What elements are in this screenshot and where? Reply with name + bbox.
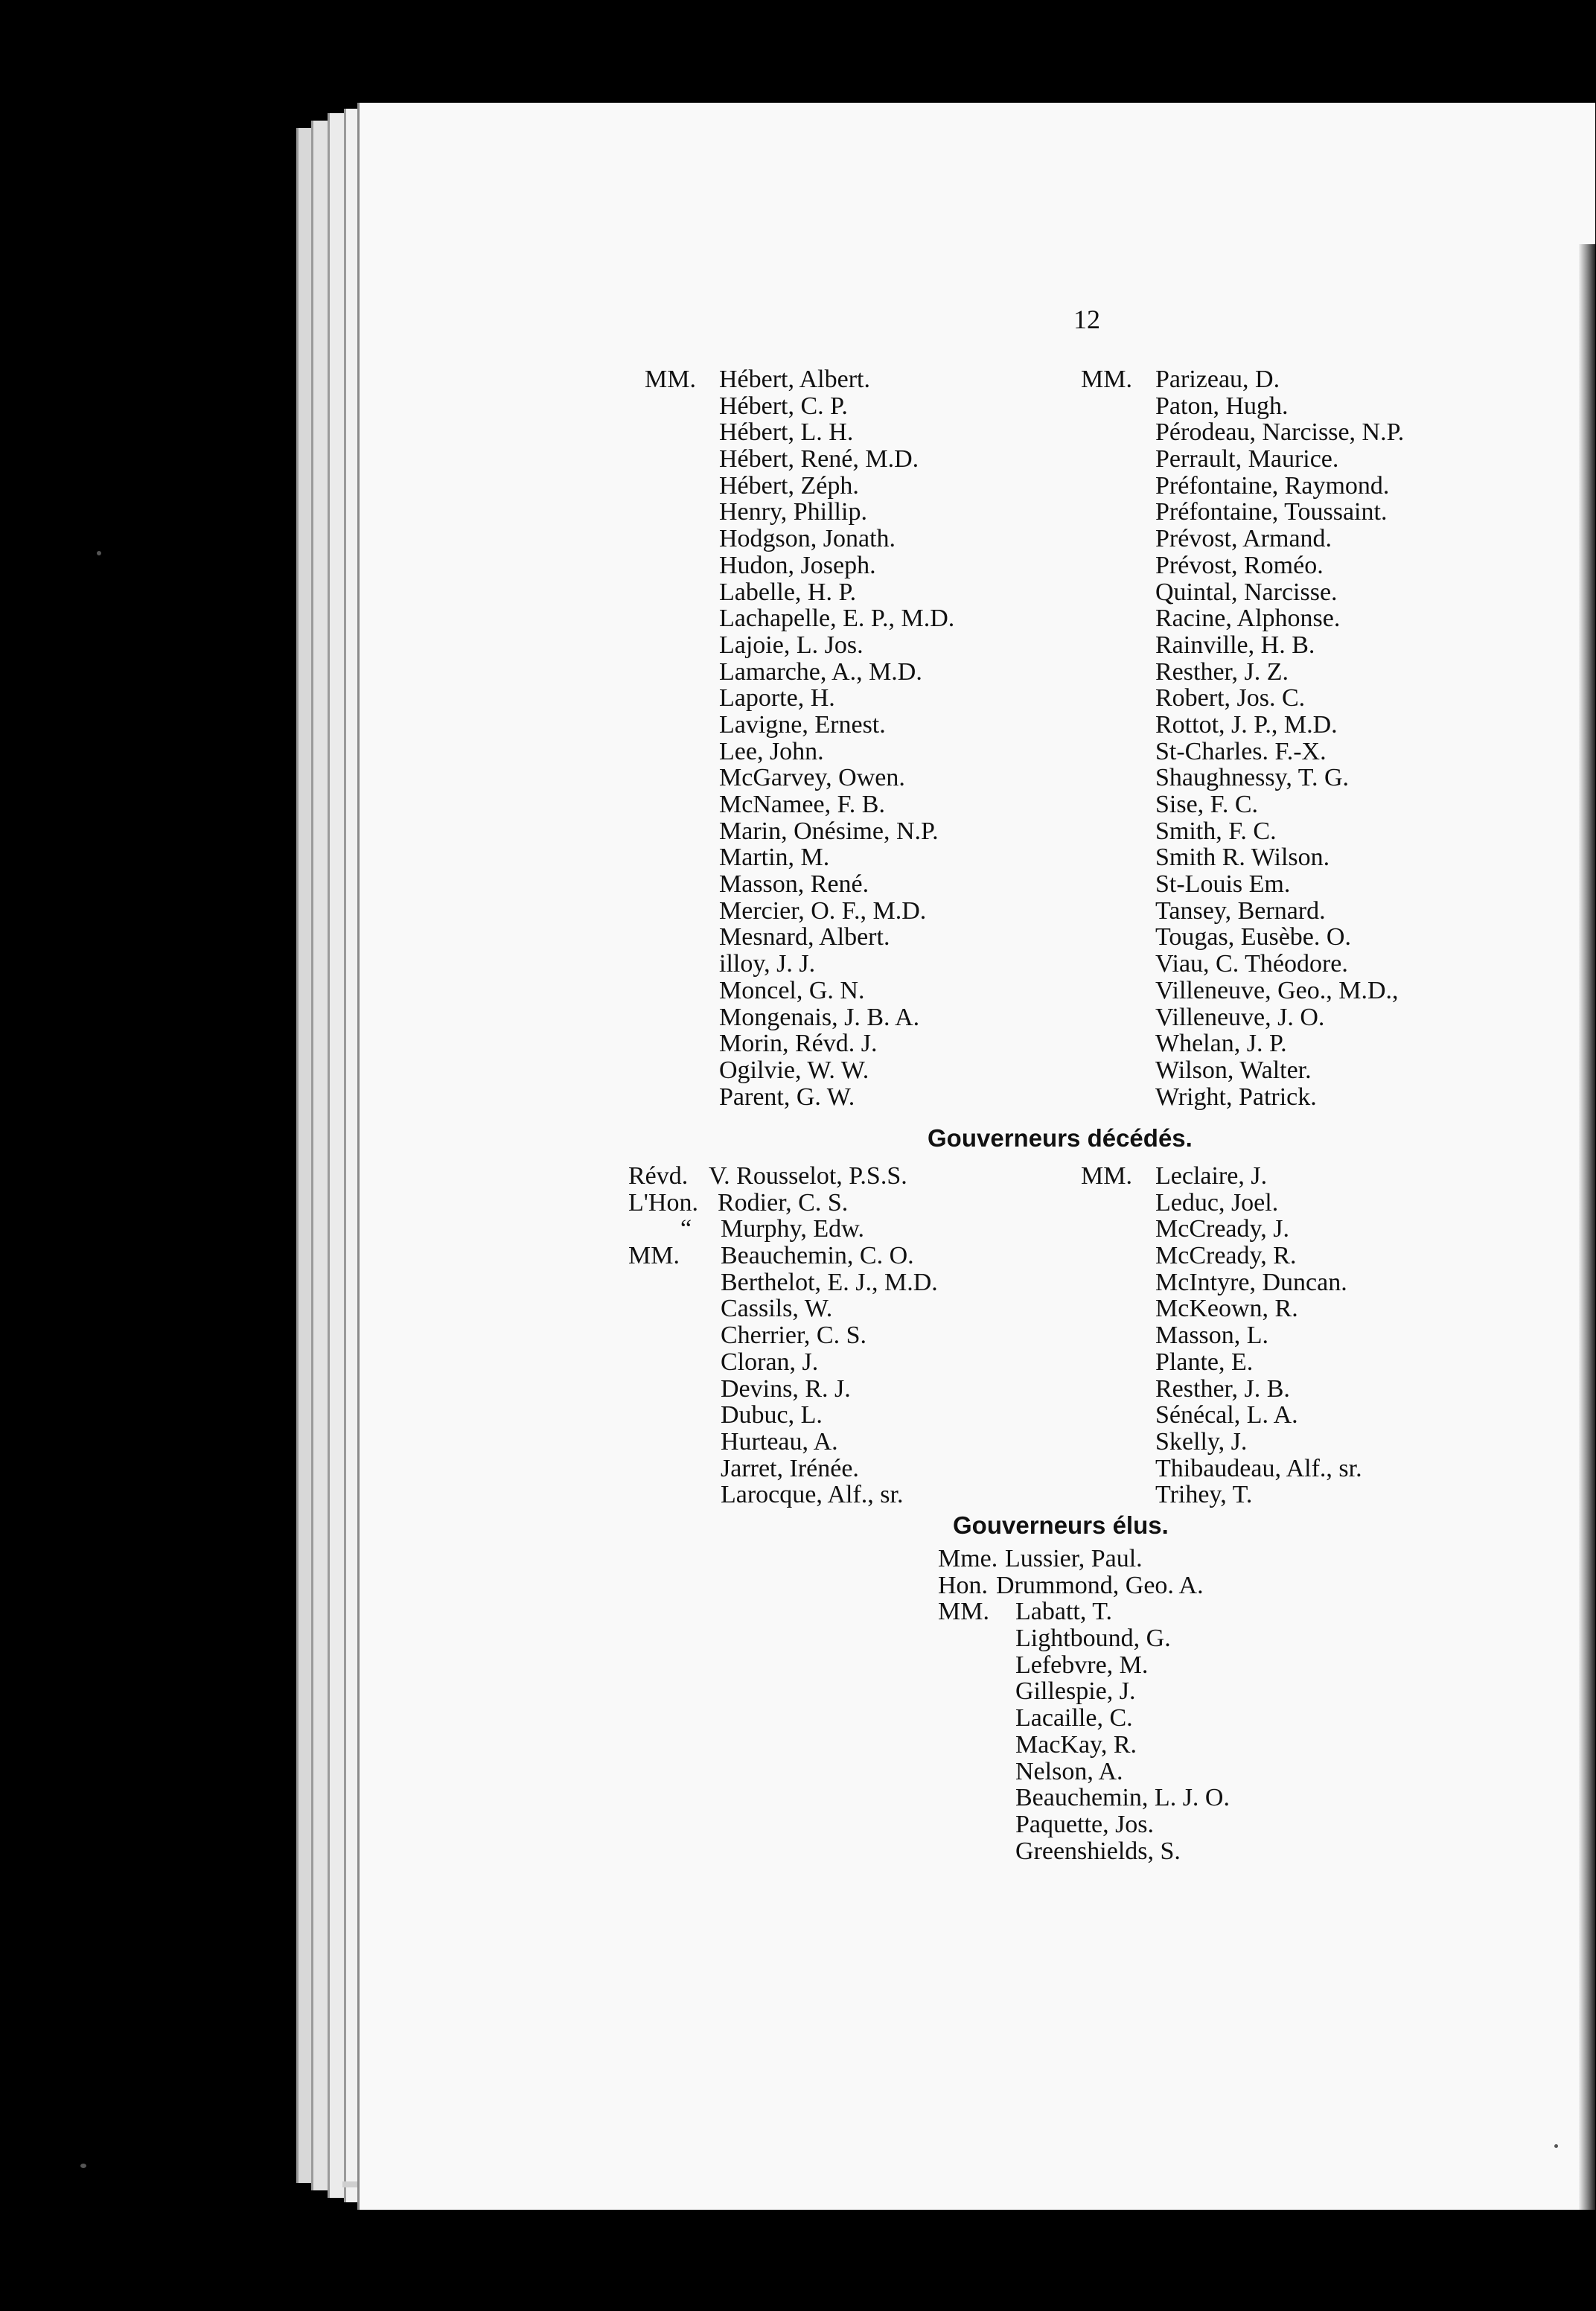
list-item	[938, 1678, 1385, 1705]
person-name: Hébert, Albert.	[719, 366, 870, 393]
list-item	[1081, 685, 1498, 712]
list-item	[1081, 1456, 1498, 1482]
list-item	[1081, 898, 1498, 925]
list-item	[628, 1429, 1045, 1456]
person-name: Smith R. Wilson.	[1155, 844, 1330, 872]
list-item	[1081, 1030, 1498, 1057]
dust-speck	[80, 2164, 86, 2168]
list-item	[645, 1057, 1062, 1084]
list-item	[1081, 393, 1498, 420]
list-item	[1081, 1349, 1498, 1376]
person-name: Hébert, C. P.	[719, 392, 848, 420]
person-name: Cassils, W.	[721, 1295, 833, 1323]
list-item	[628, 1216, 1045, 1243]
list-item	[938, 1625, 1385, 1652]
person-name: Cloran, J.	[721, 1348, 819, 1376]
list-item	[1081, 765, 1498, 791]
deceased-list-left	[628, 1163, 1045, 1508]
person-name: Masson, L.	[1155, 1322, 1269, 1350]
person-name: Tougas, Eusèbe. O.	[1155, 923, 1351, 952]
list-item	[1081, 579, 1498, 606]
person-name: Lightbound, G.	[1015, 1625, 1171, 1653]
honorific-prefix: MM.	[938, 1598, 989, 1626]
list-item	[645, 473, 1062, 500]
person-name: Dubuc, L.	[721, 1401, 823, 1429]
list-item	[1081, 978, 1498, 1004]
list-item	[938, 1572, 1385, 1599]
honorific-prefix: MM.	[1081, 366, 1132, 393]
list-item	[628, 1190, 1045, 1217]
person-name: Gillespie, J.	[1015, 1677, 1136, 1706]
list-item	[1081, 871, 1498, 898]
person-name: Labelle, H. P.	[719, 578, 857, 606]
list-item	[1081, 791, 1498, 818]
list-item	[645, 632, 1062, 659]
person-name: Morin, Révd. J.	[719, 1030, 878, 1058]
person-name: Marin, Onésime, N.P.	[719, 817, 939, 845]
person-name: illoy, J. J.	[719, 950, 816, 978]
person-name: Wright, Patrick.	[1155, 1083, 1317, 1111]
person-name: Leclaire, J.	[1155, 1162, 1268, 1190]
person-name: Viau, C. Théodore.	[1155, 950, 1348, 978]
person-name: Whelan, J. P.	[1155, 1030, 1287, 1058]
list-item	[645, 685, 1062, 712]
person-name: Laporte, H.	[719, 684, 835, 713]
person-name: Wilson, Walter.	[1155, 1056, 1312, 1084]
list-item	[1081, 712, 1498, 739]
person-name: Hébert, Zéph.	[719, 471, 859, 500]
list-item	[645, 659, 1062, 686]
list-item	[645, 1004, 1062, 1031]
person-name: Masson, René.	[719, 870, 869, 899]
list-item	[1081, 818, 1498, 845]
list-item	[628, 1269, 1045, 1296]
person-name: Martin, M.	[719, 844, 830, 872]
list-item	[1081, 552, 1498, 579]
list-item	[645, 818, 1062, 845]
person-name: Lajoie, L. Jos.	[719, 631, 864, 659]
list-item	[938, 1838, 1385, 1865]
list-item	[938, 1785, 1385, 1811]
honorific-prefix: MM.	[628, 1242, 680, 1270]
list-item	[645, 446, 1062, 473]
person-name: Leduc, Joel.	[1155, 1188, 1279, 1217]
person-name: Larocque, Alf., sr.	[721, 1481, 904, 1509]
list-item	[1081, 1429, 1498, 1456]
person-name: Préfontaine, Raymond.	[1155, 471, 1390, 500]
person-name: Paton, Hugh.	[1155, 392, 1289, 420]
person-name: Lussier, Paul.	[1005, 1545, 1143, 1572]
person-name: Lefebvre, M.	[1015, 1651, 1149, 1679]
honorific-prefix: MM.	[1081, 1162, 1132, 1190]
honorific-prefix: L'Hon.	[628, 1188, 698, 1217]
list-item	[1081, 446, 1498, 473]
person-name: McCready, J.	[1155, 1215, 1290, 1243]
honorific-prefix: Mme.	[938, 1545, 998, 1572]
person-name: Lavigne, Ernest.	[719, 710, 886, 739]
person-name: Lacaille, C.	[1015, 1704, 1133, 1733]
list-item	[938, 1759, 1385, 1785]
list-item	[1081, 1004, 1498, 1031]
list-item	[1081, 1269, 1498, 1296]
person-name: Hodgson, Jonath.	[719, 525, 896, 553]
person-name: Parent, G. W.	[719, 1083, 855, 1111]
list-item	[628, 1163, 1045, 1190]
list-item	[645, 419, 1062, 446]
person-name: Nelson, A.	[1015, 1757, 1123, 1785]
elected-list	[938, 1546, 1385, 1864]
person-name: Skelly, J.	[1155, 1427, 1248, 1456]
person-name: Prévost, Roméo.	[1155, 551, 1324, 579]
person-name: Henry, Phillip.	[719, 498, 867, 526]
list-item	[938, 1598, 1385, 1625]
person-name: Pérodeau, Narcisse, N.P.	[1155, 418, 1405, 447]
person-name: Labatt, T.	[1015, 1598, 1112, 1626]
list-item	[1081, 1402, 1498, 1429]
honorific-prefix: “	[680, 1215, 692, 1243]
list-item	[645, 366, 1062, 393]
governors-list-right	[1081, 366, 1498, 1110]
person-name: V. Rousselot, P.S.S.	[709, 1162, 907, 1190]
list-item	[645, 579, 1062, 606]
list-item	[938, 1811, 1385, 1838]
list-item	[1081, 526, 1498, 552]
person-name: Drummond, Geo. A.	[996, 1571, 1204, 1599]
list-item	[1081, 1482, 1498, 1508]
list-item	[1081, 1163, 1498, 1190]
list-item	[628, 1349, 1045, 1376]
list-item	[628, 1322, 1045, 1349]
list-item	[1081, 1376, 1498, 1403]
person-name: Lamarche, A., M.D.	[719, 657, 922, 686]
section-heading-elected: Gouverneurs élus.	[953, 1511, 1169, 1539]
list-item	[628, 1482, 1045, 1508]
list-item	[645, 844, 1062, 871]
list-item	[1081, 366, 1498, 393]
list-item	[645, 526, 1062, 552]
person-name: Hébert, L. H.	[719, 418, 854, 447]
person-name: Sise, F. C.	[1155, 791, 1259, 818]
list-item	[645, 739, 1062, 765]
list-item	[645, 552, 1062, 579]
list-item	[1081, 605, 1498, 632]
person-name: Rottot, J. P., M.D.	[1155, 710, 1338, 739]
list-item	[1081, 1216, 1498, 1243]
person-name: Villeneuve, J. O.	[1155, 1003, 1325, 1031]
list-item	[1081, 473, 1498, 500]
person-name: Rodier, C. S.	[718, 1188, 849, 1217]
person-name: Perrault, Maurice.	[1155, 445, 1339, 474]
person-name: Trihey, T.	[1155, 1481, 1253, 1509]
person-name: Robert, Jos. C.	[1155, 684, 1306, 713]
person-name: Greenshields, S.	[1015, 1837, 1181, 1865]
list-item	[645, 1030, 1062, 1057]
person-name: Devins, R. J.	[721, 1374, 851, 1403]
person-name: Beauchemin, L. J. O.	[1015, 1784, 1230, 1812]
person-name: Ogilvie, W. W.	[719, 1056, 869, 1084]
list-item	[645, 898, 1062, 925]
person-name: MacKay, R.	[1015, 1730, 1137, 1759]
person-name: Thibaudeau, Alf., sr.	[1155, 1454, 1362, 1482]
list-item	[938, 1652, 1385, 1679]
person-name: Parizeau, D.	[1155, 366, 1280, 393]
list-item	[645, 712, 1062, 739]
person-name: Mercier, O. F., M.D.	[719, 896, 927, 925]
list-item	[628, 1456, 1045, 1482]
person-name: McCready, R.	[1155, 1242, 1297, 1270]
person-name: Jarret, Irénée.	[721, 1454, 859, 1482]
list-item	[1081, 419, 1498, 446]
person-name: St-Charles. F.-X.	[1155, 737, 1327, 765]
list-item	[1081, 924, 1498, 951]
person-name: Plante, E.	[1155, 1348, 1254, 1376]
list-item	[645, 978, 1062, 1004]
person-name: Paquette, Jos.	[1015, 1810, 1155, 1838]
person-name: Resther, J. B.	[1155, 1374, 1290, 1403]
person-name: Hurteau, A.	[721, 1427, 838, 1456]
person-name: Murphy, Edw.	[721, 1215, 864, 1243]
list-item	[1081, 739, 1498, 765]
list-item	[628, 1376, 1045, 1403]
person-name: Hébert, René, M.D.	[719, 445, 919, 474]
list-item	[645, 605, 1062, 632]
person-name: Lee, John.	[719, 737, 824, 765]
honorific-prefix: MM.	[645, 366, 696, 393]
honorific-prefix: Hon.	[938, 1571, 989, 1599]
list-item	[645, 499, 1062, 526]
person-name: McIntyre, Duncan.	[1155, 1268, 1347, 1296]
person-name: Quintal, Narcisse.	[1155, 578, 1338, 606]
list-item	[1081, 1190, 1498, 1217]
person-name: Racine, Alphonse.	[1155, 605, 1341, 633]
person-name: Lachapelle, E. P., M.D.	[719, 605, 955, 633]
list-item	[938, 1546, 1385, 1572]
list-item	[1081, 1243, 1498, 1269]
person-name: Beauchemin, C. O.	[721, 1242, 914, 1270]
list-item	[1081, 1084, 1498, 1111]
list-item	[1081, 659, 1498, 686]
section-heading-deceased: Gouverneurs décédés.	[928, 1124, 1193, 1152]
list-item	[628, 1295, 1045, 1322]
list-item	[1081, 1295, 1498, 1322]
page-gutter-shadow	[1579, 244, 1595, 2210]
list-item	[645, 791, 1062, 818]
person-name: McGarvey, Owen.	[719, 764, 905, 792]
list-item	[1081, 499, 1498, 526]
person-name: Villeneuve, Geo., M.D.,	[1155, 976, 1399, 1004]
list-item	[1081, 632, 1498, 659]
dust-speck	[97, 551, 101, 555]
list-item	[628, 1402, 1045, 1429]
governors-list-left	[645, 366, 1062, 1110]
list-item	[938, 1705, 1385, 1732]
person-name: Mesnard, Albert.	[719, 923, 890, 952]
person-name: Prévost, Armand.	[1155, 525, 1332, 553]
person-name: Mongenais, J. B. A.	[719, 1003, 920, 1031]
person-name: Cherrier, C. S.	[721, 1322, 866, 1350]
list-item	[645, 393, 1062, 420]
person-name: Shaughnessy, T. G.	[1155, 764, 1350, 792]
list-item	[645, 924, 1062, 951]
person-name: Moncel, G. N.	[719, 976, 865, 1004]
list-item	[1081, 1057, 1498, 1084]
list-item	[1081, 951, 1498, 978]
page-number: 12	[1073, 305, 1100, 334]
list-item	[645, 1084, 1062, 1111]
person-name: St-Louis Em.	[1155, 870, 1291, 899]
list-item	[645, 951, 1062, 978]
list-item	[938, 1732, 1385, 1759]
list-item	[1081, 844, 1498, 871]
deceased-list-right	[1081, 1163, 1498, 1508]
person-name: Préfontaine, Toussaint.	[1155, 498, 1388, 526]
person-name: Hudon, Joseph.	[719, 551, 876, 579]
dust-speck	[1554, 2144, 1558, 2148]
person-name: Berthelot, E. J., M.D.	[721, 1268, 938, 1296]
list-item	[1081, 1322, 1498, 1349]
honorific-prefix: Révd.	[628, 1162, 689, 1190]
person-name: Rainville, H. B.	[1155, 631, 1315, 659]
list-item	[645, 765, 1062, 791]
list-item	[628, 1243, 1045, 1269]
person-name: Sénécal, L. A.	[1155, 1401, 1298, 1429]
person-name: McNamee, F. B.	[719, 791, 885, 818]
person-name: Tansey, Bernard.	[1155, 896, 1326, 925]
person-name: McKeown, R.	[1155, 1295, 1298, 1323]
person-name: Smith, F. C.	[1155, 817, 1277, 845]
person-name: Resther, J. Z.	[1155, 657, 1289, 686]
list-item	[645, 871, 1062, 898]
